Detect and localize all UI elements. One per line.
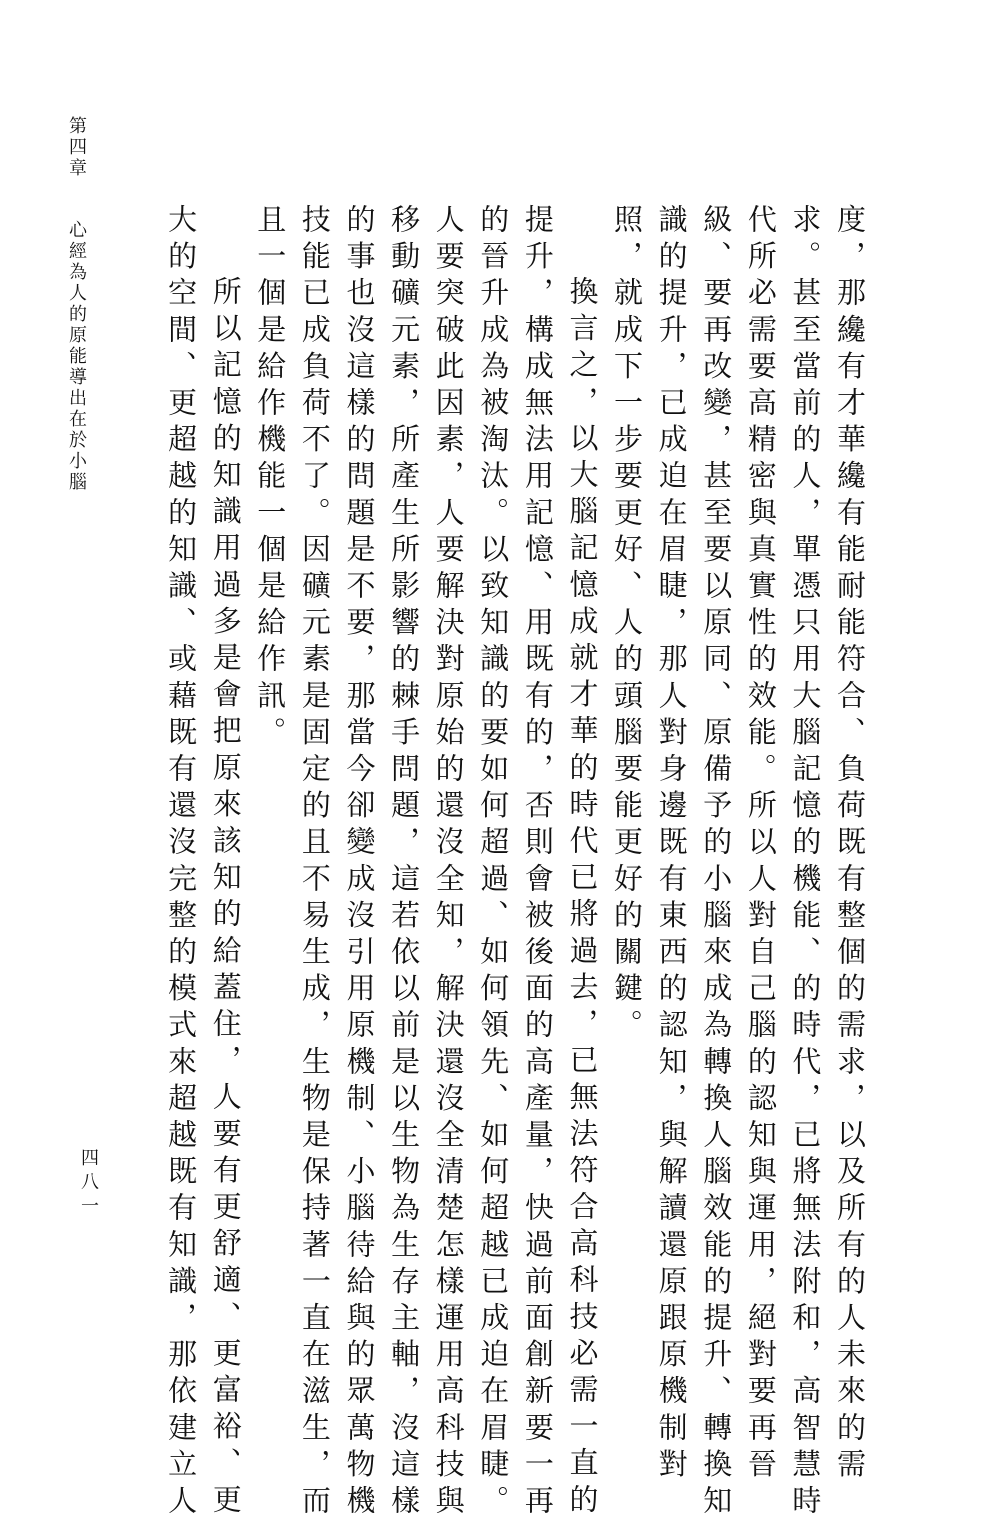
running-head [66, 116, 86, 179]
body-text [159, 204, 873, 1522]
text-column: 的事也沒這樣的問題是不要，那當今卻變成沒引用原機制、小腦待給與的眾萬物機 [342, 204, 377, 1522]
text-column: 照，就成下一步要更好、人的頭腦要能更好的關鍵。 [610, 204, 645, 1046]
text-column: 提升，構成無法用記憶、用既有的，否則會被後面的高產量，快過前面創新要一再 [520, 204, 555, 1522]
text-column: 級、要再改變，甚至要以原同、原備予的小腦來成為轉換人腦效能的提升、轉換知 [699, 204, 734, 1522]
text-column: 移動礦元素，所產生所影響的棘手問題，這若依以前是以生物為生存主軸，沒這樣 [387, 204, 422, 1522]
text-column: 且一個是給作機能一個是給作訊。 [253, 204, 288, 753]
running-head-title: 心經為人的原能導出在於小腦 [66, 220, 87, 493]
text-column: 度，那纔有才華纔有能耐能符合、負荷既有整個的需求，以及所有的人未來的需 [833, 204, 867, 1485]
text-column: 代所必需要高精密與真實性的效能。所以人對自己腦的認知與運用，絕對要再晉 [743, 204, 778, 1485]
text-column-paragraph-start: 換言之，以大腦記憶成就才華的時代已將過去，已無法符合高科技必需一直的 [565, 276, 600, 1521]
running-head-title-wrap [66, 220, 86, 493]
running-head-chapter: 第四章 [66, 116, 87, 179]
text-column: 求。甚至當前的人，單憑只用大腦記憶的機能、的時代，已將無法附和，高智慧時 [788, 204, 823, 1522]
text-column: 人要突破此因素，人要解決對原始的還沒全知，解決還沒全清楚怎樣運用高科技與 [431, 204, 466, 1522]
page-number: 四八一 [78, 1148, 99, 1220]
text-column: 的晉升成為被淘汰。以致知識的要如何超過、如何領先、如何超越已成迫在眉睫。 [476, 204, 511, 1522]
text-column-paragraph-start: 所以記憶的知識用過多是會把原來該知的給蓋住，人要有更舒適、更富裕、更 [208, 276, 243, 1521]
text-column: 技能已成負荷不了。因礦元素是固定的且不易生成，生物是保持著一直在滋生，而 [297, 204, 332, 1522]
text-column: 大的空間、更超越的知識、或藉既有還沒完整的模式來超越既有知識，那依建立人 [164, 204, 199, 1522]
text-column: 識的提升，已成迫在眉睫，那人對身邊既有東西的認知，與解讀還原跟原機制對 [654, 204, 689, 1485]
